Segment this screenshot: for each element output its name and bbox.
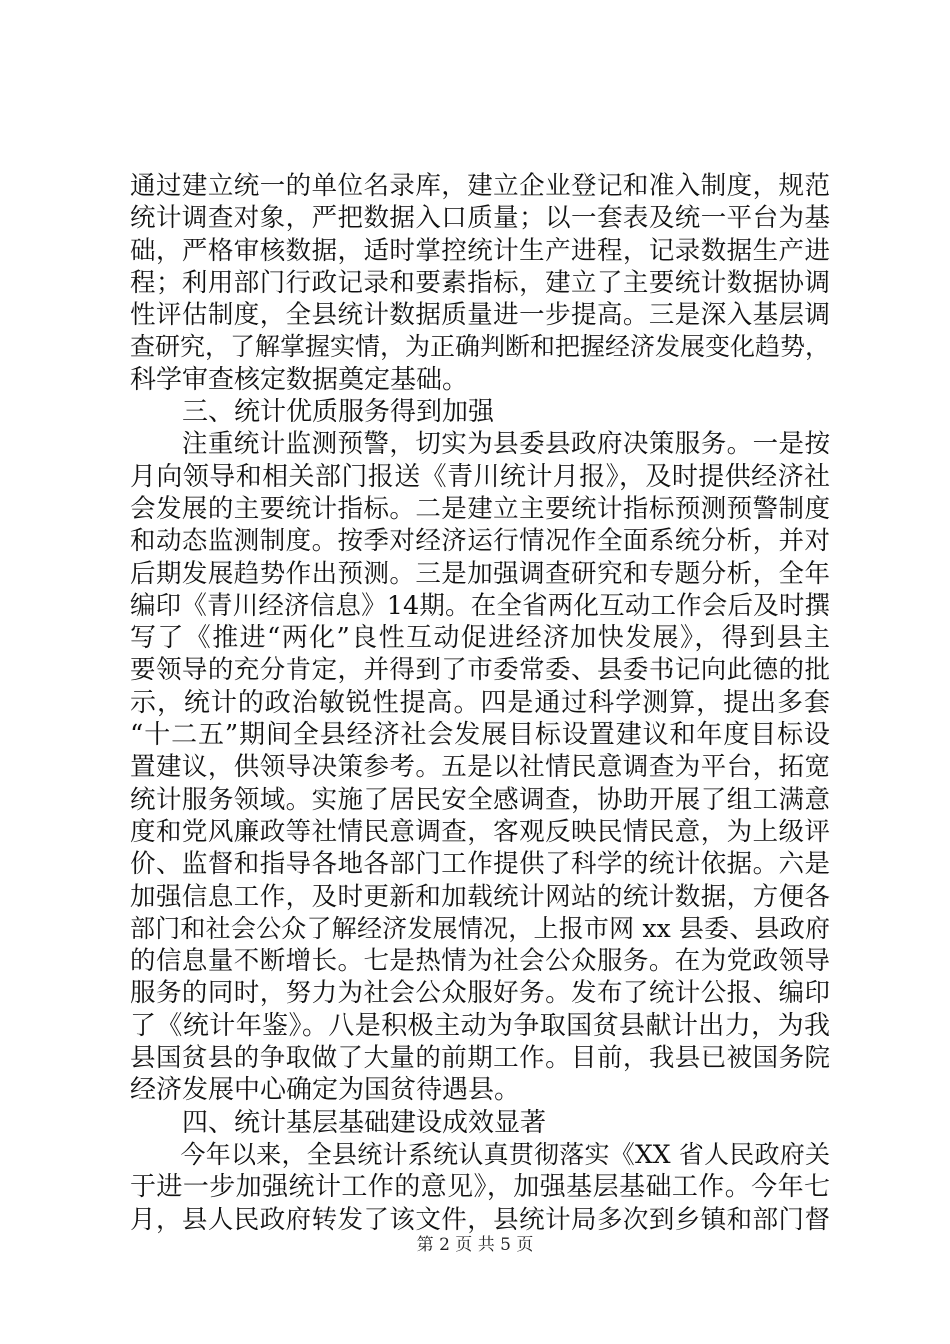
text-line: 注重统计监测预警，切实为县委县政府决策服务。一是按 <box>130 429 830 460</box>
text-line: 置建议，供领导决策参考。五是以社情民意调查为平台，拓宽 <box>130 752 830 783</box>
text-line: 会发展的主要统计指标。二是建立主要统计指标预测预警制度 <box>130 493 830 524</box>
text-line: 了《统计年鉴》。八是积极主动为争取国贫县献计出力，为我 <box>130 1010 830 1041</box>
text-line: 础，严格审核数据，适时掌控统计生产进程，记录数据生产进 <box>130 235 830 266</box>
text-line: 通过建立统一的单位名录库，建立企业登记和准入制度，规范 <box>130 171 830 201</box>
text-line: 要领导的充分肯定，并得到了市委常委、县委书记向此德的批 <box>130 655 830 686</box>
text-line: 价、监督和指导各地各部门工作提供了科学的统计依据。六是 <box>130 849 830 880</box>
text-line: 于进一步加强统计工作的意见》，加强基层基础工作。今年七 <box>130 1172 830 1203</box>
text-line: 程；利用部门行政记录和要素指标，建立了主要统计数据协调 <box>130 267 830 298</box>
text-line: 科学审查核定数据奠定基础。 <box>130 364 469 395</box>
document-body <box>130 170 830 1236</box>
text-line: 示，统计的政治敏锐性提高。四是通过科学测算，提出多套 <box>130 687 830 718</box>
text-line: 月，县人民政府转发了该文件，县统计局多次到乡镇和部门督 <box>130 1204 830 1235</box>
text-line: 写了《推进“两化”良性互动促进经济加快发展》，得到县主 <box>130 623 830 654</box>
text-line: 服务的同时，努力为社会公众服好务。发布了统计公报、编印 <box>130 978 830 1009</box>
page-footer: 第 2 页 共 5 页 <box>416 1235 534 1255</box>
text-line: 县国贫县的争取做了大量的前期工作。目前，我县已被国务院 <box>130 1043 830 1074</box>
text-line: 加强信息工作，及时更新和加载统计网站的统计数据，方便各 <box>130 881 830 912</box>
text-line: 度和党风廉政等社情民意调查，客观反映民情民意，为上级评 <box>130 816 830 847</box>
text-line: 统计服务领域。实施了居民安全感调查，协助开展了组工满意 <box>130 784 830 815</box>
text-line: 经济发展中心确定为国贫待遇县。 <box>130 1075 521 1106</box>
section-heading: 三、统计优质服务得到加强 <box>182 397 495 428</box>
text-line: 和动态监测制度。按季对经济运行情况作全面系统分析，并对 <box>130 526 830 557</box>
text-line: 统计调查对象，严把数据入口质量；以一套表及统一平台为基 <box>130 203 830 234</box>
text-line: 后期发展趋势作出预测。三是加强调查研究和专题分析，全年 <box>130 558 830 589</box>
section-heading: 四、统计基层基础建设成效显著 <box>182 1107 547 1138</box>
text-line: 编印《青川经济信息》14期。在全省两化互动工作会后及时撰 <box>130 590 830 621</box>
text-line: “十二五”期间全县经济社会发展目标设置建议和年度目标设 <box>130 720 830 751</box>
text-line: 部门和社会公众了解经济发展情况，上报市网 xx 县委、县政府 <box>130 913 830 943</box>
text-line: 的信息量不断增长。七是热情为社会公众服务。在为党政领导 <box>130 946 830 977</box>
text-line: 月向领导和相关部门报送《青川统计月报》，及时提供经济社 <box>130 461 830 492</box>
text-line: 性评估制度，全县统计数据质量进一步提高。三是深入基层调 <box>130 300 830 331</box>
text-line: 今年以来，全县统计系统认真贯彻落实《XX 省人民政府关 <box>130 1139 830 1169</box>
text-line: 查研究，了解掌握实情，为正确判断和把握经济发展变化趋势， <box>130 332 831 362</box>
